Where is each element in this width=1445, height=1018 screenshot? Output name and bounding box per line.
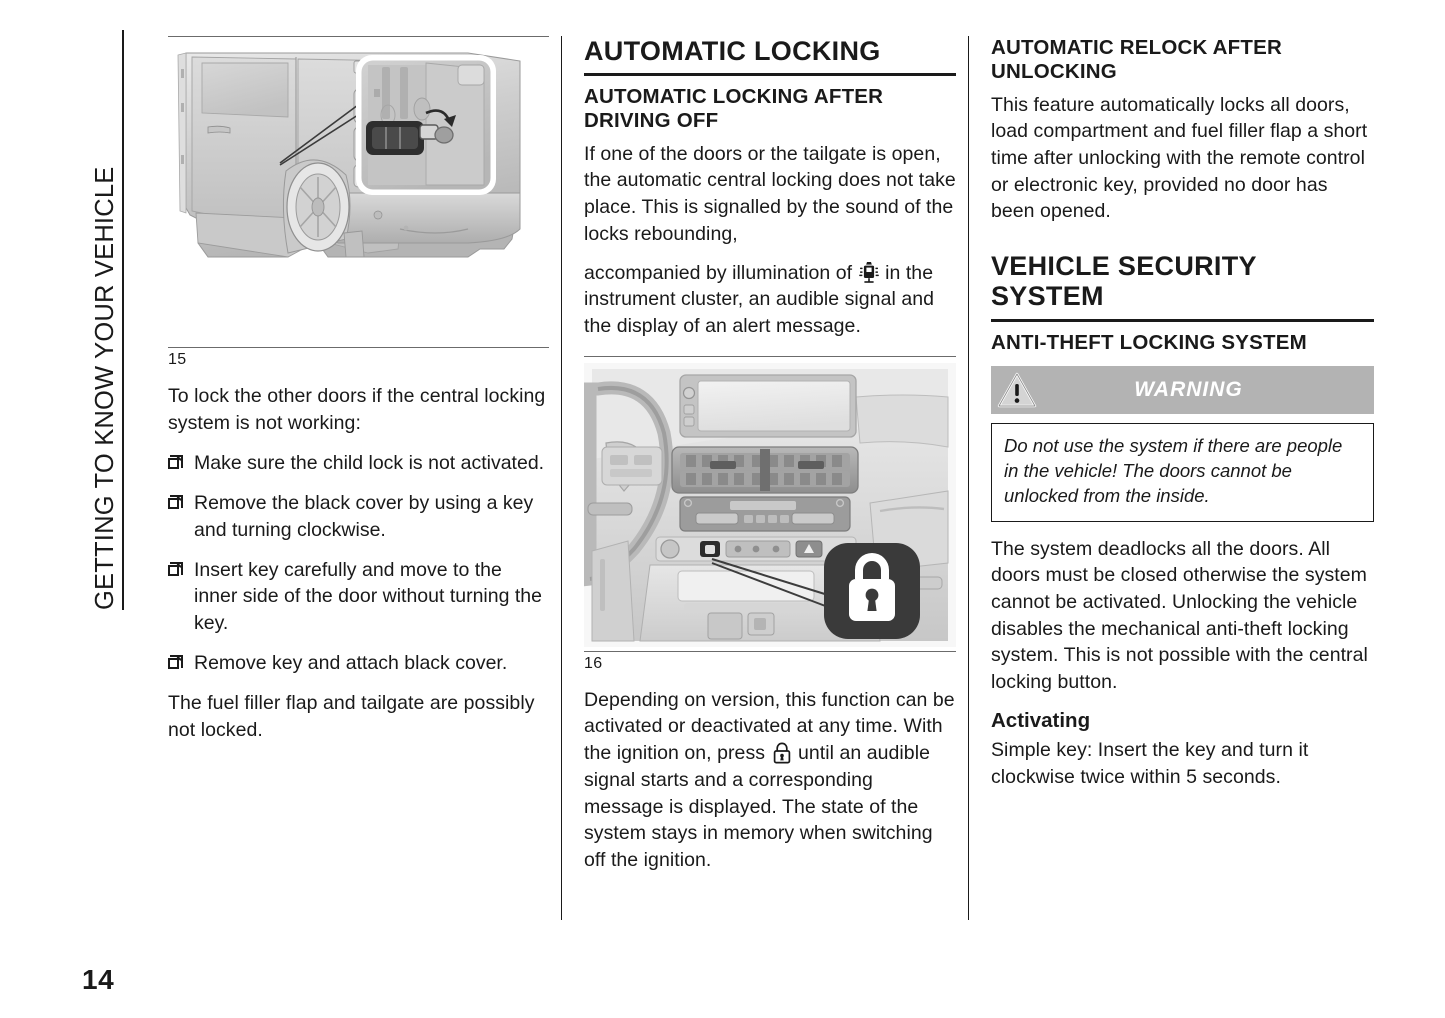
list-item-label: Remove key and attach black cover. (194, 651, 508, 674)
col2-paragraph-2 (584, 260, 956, 340)
list-item (168, 450, 549, 477)
figure-16-caption: 16 (584, 654, 603, 672)
column-divider-right (968, 36, 969, 920)
warning-label: WARNING (1134, 378, 1243, 402)
figure-15-caption: 15 (168, 351, 187, 368)
subheading-automatic-relock: AUTOMATIC RELOCK AFTER UNLOCKING (991, 36, 1282, 83)
warning-header (991, 366, 1374, 414)
col2-paragraph-2-after: in the instrument cluster, an audible signal and the display of an alert message. (584, 261, 935, 337)
figure-16-top-rule (584, 356, 956, 357)
figure-16 (584, 356, 956, 673)
list-item-label: Make sure the child lock is not activated. (194, 452, 545, 475)
column-one (168, 36, 549, 744)
col1-closing-paragraph: The fuel filler flap and tailgate are possibly not locked. (168, 692, 535, 742)
van-rear-door-lock-illustration (168, 43, 549, 343)
section-heading-automatic-locking: AUTOMATIC LOCKING (584, 36, 956, 76)
running-head-label: GETTING TO KNOW YOUR VEHICLE (86, 30, 124, 610)
warning-body (991, 423, 1374, 521)
col2-paragraph-2-before: accompanied by illumination of (584, 261, 853, 284)
col3-paragraph-3: Simple key: Insert the key and turn it clockwise twice within 5 seconds. (991, 739, 1309, 789)
figure-15 (168, 36, 549, 369)
box-bullet-icon (168, 655, 183, 670)
figure-16-rule (584, 651, 956, 652)
col2-paragraph-1: If one of the doors or the tailgate is open, the automatic central locking does not take place. This is signalled by the sound of the locks rebounding, (584, 142, 956, 245)
section-heading-vehicle-security-system: VEHICLE SECURITY SYSTEM (991, 251, 1374, 321)
door-ajar-telltale-icon (859, 261, 879, 283)
central-locking-lock-icon (772, 741, 792, 765)
dashboard-central-locking-button-illustration (584, 363, 956, 647)
subheading-after-driving-off: AUTOMATIC LOCKING AFTER DRIVING OFF (584, 85, 884, 132)
box-bullet-icon (168, 495, 183, 510)
list-item (168, 650, 549, 677)
list-item-label: Remove the black cover by using a key and turning clockwise. (194, 492, 534, 541)
list-item (168, 490, 549, 543)
page-number: 14 (82, 964, 115, 995)
column-two (584, 36, 956, 874)
box-bullet-icon (168, 562, 183, 577)
col3-paragraph-2: The system deadlocks all the doors. All doors must be closed otherwise the system cannot be activated. Unlocking the vehicle disables the mechanical anti-theft locking system. This is not possible with the central locking button. (991, 537, 1368, 694)
figure-15-rule (168, 347, 549, 348)
subheading-anti-theft-locking-system: ANTI-THEFT LOCKING SYSTEM (991, 330, 1307, 354)
warning-text: Do not use the system if there are people in the vehicle! The doors cannot be unlocked from the inside. (1004, 435, 1343, 506)
column-three (991, 36, 1374, 791)
running-head (86, 30, 126, 610)
warning-triangle-icon (997, 371, 1037, 409)
col1-step-list (168, 450, 549, 676)
col2-paragraph-3-before: Depending on version, this function can be activated or deactivated at any time. With the ignition on, press (584, 688, 955, 765)
col1-intro-paragraph: To lock the other doors if the central locking system is not working: (168, 385, 546, 434)
list-item (168, 557, 549, 637)
box-bullet-icon (168, 455, 183, 470)
column-divider-left (561, 36, 562, 920)
minor-heading-activating: Activating (991, 708, 1091, 732)
list-item-label: Insert key carefully and move to the inner side of the door without turning the key. (194, 558, 542, 634)
col2-paragraph-3-after: until an audible signal starts and a corresponding message is displayed. The state of the system stays in memory when switching off the ignition. (584, 742, 933, 871)
figure-15-top-rule (168, 36, 549, 37)
col3-paragraph-1: This feature automatically locks all doors, load compartment and fuel filler flap a short time after unlocking with the remote control or electronic key, provided no door has been opened. (991, 93, 1368, 223)
col2-paragraph-3 (584, 687, 956, 874)
